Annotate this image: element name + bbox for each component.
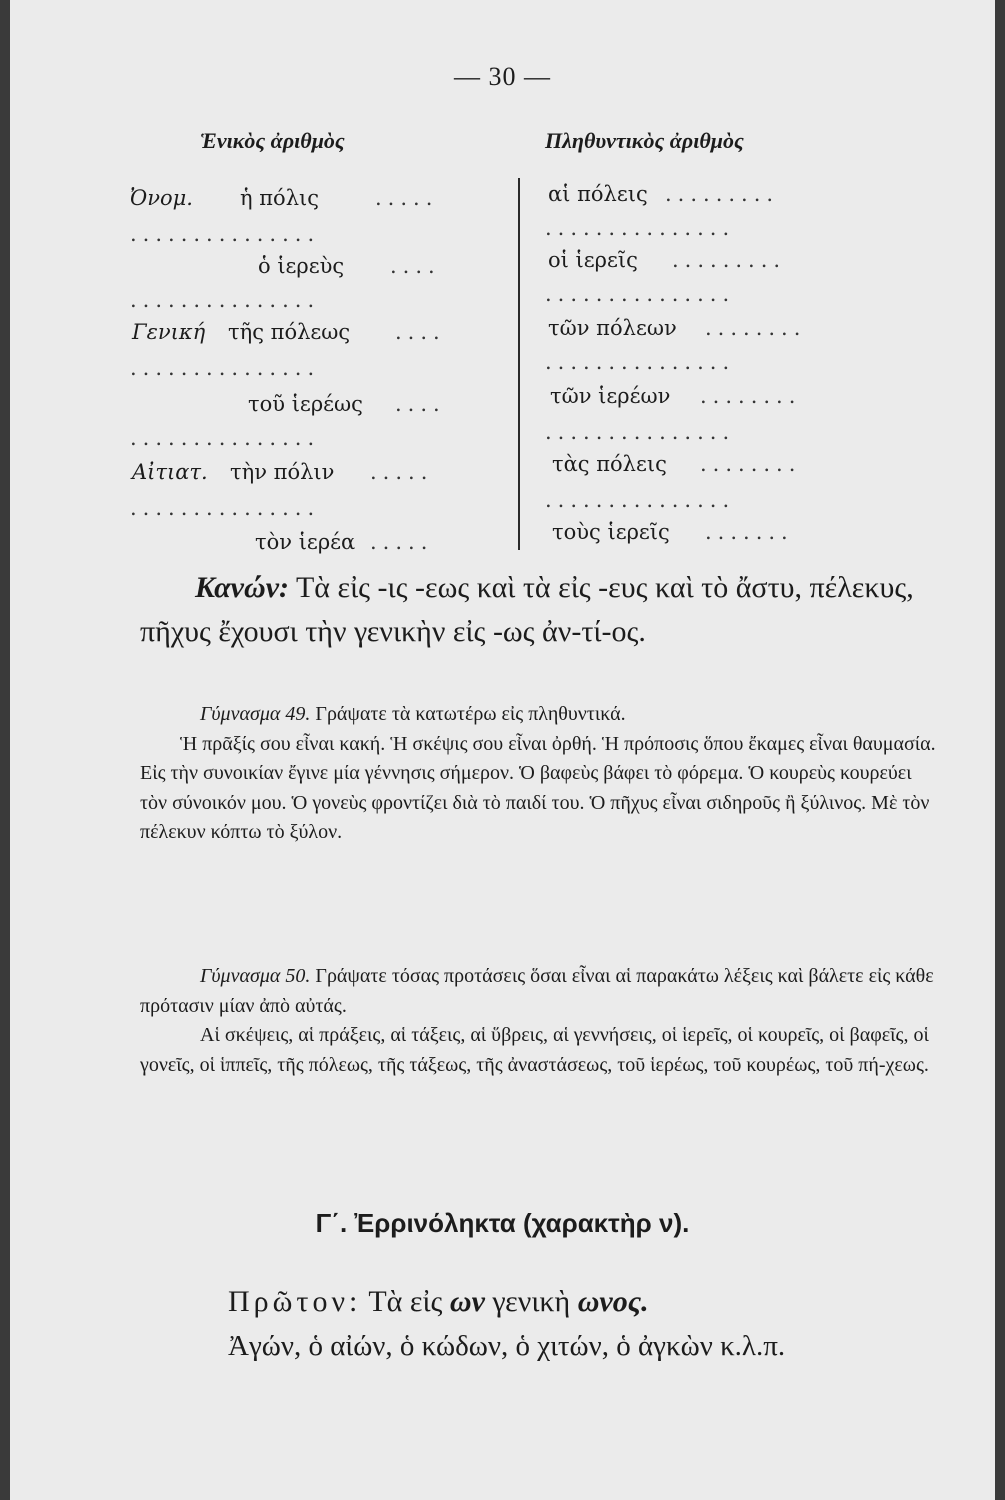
- singular-form: ὁ ἱερεὺς: [258, 254, 345, 278]
- dot-leader: ....: [395, 320, 446, 344]
- dot-leader: .....: [370, 530, 434, 554]
- plural-header: Πληθυντικὸς ἀριθμὸς: [545, 128, 744, 153]
- singular-form: τοῦ ἱερέως: [248, 392, 363, 416]
- dot-line: ...............: [545, 350, 736, 374]
- case-accusative: Αἰτιατ.: [132, 460, 208, 484]
- dot-leader: ........: [700, 384, 802, 408]
- exercise-50-instruction: Γράψατε τόσας προτάσεις ὅσαι εἶναι αἱ παρακάτω λέξεις καὶ βάλετε εἰς κάθε πρότασιν μίαν ἀπὸ αὐτάς.: [140, 965, 934, 1017]
- plural-form: τῶν ἱερέων: [550, 384, 671, 408]
- exercise-50: [140, 962, 940, 1080]
- dot-leader: ........: [700, 452, 802, 476]
- dot-leader: .....: [370, 460, 434, 484]
- dot-line: ...............: [130, 288, 321, 312]
- exercise-50-label: Γύμνασμα 50.: [200, 965, 311, 987]
- dot-leader: .......: [705, 520, 794, 544]
- singular-form: τὸν ἱερέα: [255, 530, 356, 554]
- dot-leader: .........: [672, 248, 787, 272]
- dot-leader: .........: [665, 182, 780, 206]
- plural-form: τῶν πόλεων: [548, 316, 677, 340]
- dot-leader: ........: [705, 316, 807, 340]
- column-divider: [518, 178, 520, 550]
- dot-leader: ....: [395, 392, 446, 416]
- dot-line: ...............: [545, 488, 736, 512]
- first-ending-genitive: ωνος.: [577, 1285, 649, 1318]
- section-heading: Γ΄. Ἐρρινόληκτα (χαρακτὴρ ν).: [315, 1208, 690, 1238]
- singular-header: Ἑνικὸς ἀριθμὸς: [200, 128, 345, 153]
- plural-form: τὰς πόλεις: [552, 452, 667, 476]
- dot-line: ...............: [130, 356, 321, 380]
- exercise-50-words: Αἱ σκέψεις, αἱ πράξεις, αἱ τάξεις, αἱ ὕβρεις, αἱ γεννήσεις, οἱ ἱερεῖς, οἱ κουρεῖς, οἱ βαφεῖς, οἱ γονεῖς, οἱ ἱππεῖς, τῆς πόλεως, τῆς τάξεως, τῆς ἀναστάσεως, τοῦ ἱερέως, τοῦ κουρέως, τοῦ πή-χεως.: [140, 1024, 929, 1076]
- singular-form: τὴν πόλιν: [230, 460, 335, 484]
- rule-text: Τὰ εἰς -ις -εως καὶ τὰ εἰς -ευς καὶ τὸ ἄστυ, πέλεκυς, πῆχυς ἔχουσι τὴν γενικὴν εἰς -ως ἀν-τί-ος.: [140, 571, 914, 648]
- dot-line: ...............: [130, 222, 321, 246]
- dot-line: ...............: [545, 216, 736, 240]
- first-rule-line: [228, 1285, 649, 1319]
- first-text-a: Τὰ εἰς: [368, 1285, 443, 1318]
- first-text-b: γενικὴ: [492, 1285, 571, 1318]
- rule-paragraph: [140, 566, 940, 654]
- exercise-49-instruction: Γράψατε τὰ κατωτέρω εἰς πληθυντικά.: [315, 703, 626, 725]
- singular-form: ἡ πόλις: [240, 186, 320, 210]
- dot-line: ...............: [130, 496, 321, 520]
- singular-form: τῆς πόλεως: [228, 320, 351, 344]
- rule-label: Κανών:: [195, 571, 289, 604]
- case-genitive: Γενική: [132, 320, 206, 344]
- exercise-49: [140, 700, 940, 848]
- dot-leader: .....: [375, 186, 439, 210]
- dot-leader: ....: [390, 254, 441, 278]
- exercise-49-text: Ἡ πρᾶξίς σου εἶναι κακή. Ἡ σκέψις σου εἶναι ὀρθή. Ἡ πρόποσις ὅπου ἔκαμες εἶναι θαυμασία. Εἰς τὴν συνοικίαν ἔγινε μία γέννησις σήμερον. Ὁ βαφεὺς βάφει τὸ φόρεμα. Ὁ κουρεὺς κουρεύει τὸν σύνοικόν μου. Ὁ γονεὺς φροντίζει διὰ τὸ παιδί του. Ὁ πῆχυς εἶναι σιδηροῦς ἢ ξύλινος. Μὲ τὸν πέλεκυν κόπτω τὸ ξύλον.: [140, 732, 936, 843]
- dot-line: ...............: [130, 426, 321, 450]
- first-ending: ων: [449, 1285, 485, 1318]
- page-number: — 30 —: [454, 62, 551, 91]
- examples-line: Ἀγών, ὁ αἰών, ὁ κώδων, ὁ χιτών, ὁ ἀγκὼν κ.λ.π.: [228, 1330, 786, 1362]
- plural-form: οἱ ἱερεῖς: [548, 248, 638, 272]
- plural-form: αἱ πόλεις: [548, 182, 648, 206]
- first-label: Πρῶτον:: [228, 1285, 362, 1318]
- dot-line: ...............: [545, 282, 736, 306]
- case-nominative: Ὀνομ.: [130, 186, 193, 210]
- plural-form: τοὺς ἱερεῖς: [552, 520, 670, 544]
- exercise-49-label: Γύμνασμα 49.: [200, 703, 311, 725]
- dot-line: ...............: [545, 420, 736, 444]
